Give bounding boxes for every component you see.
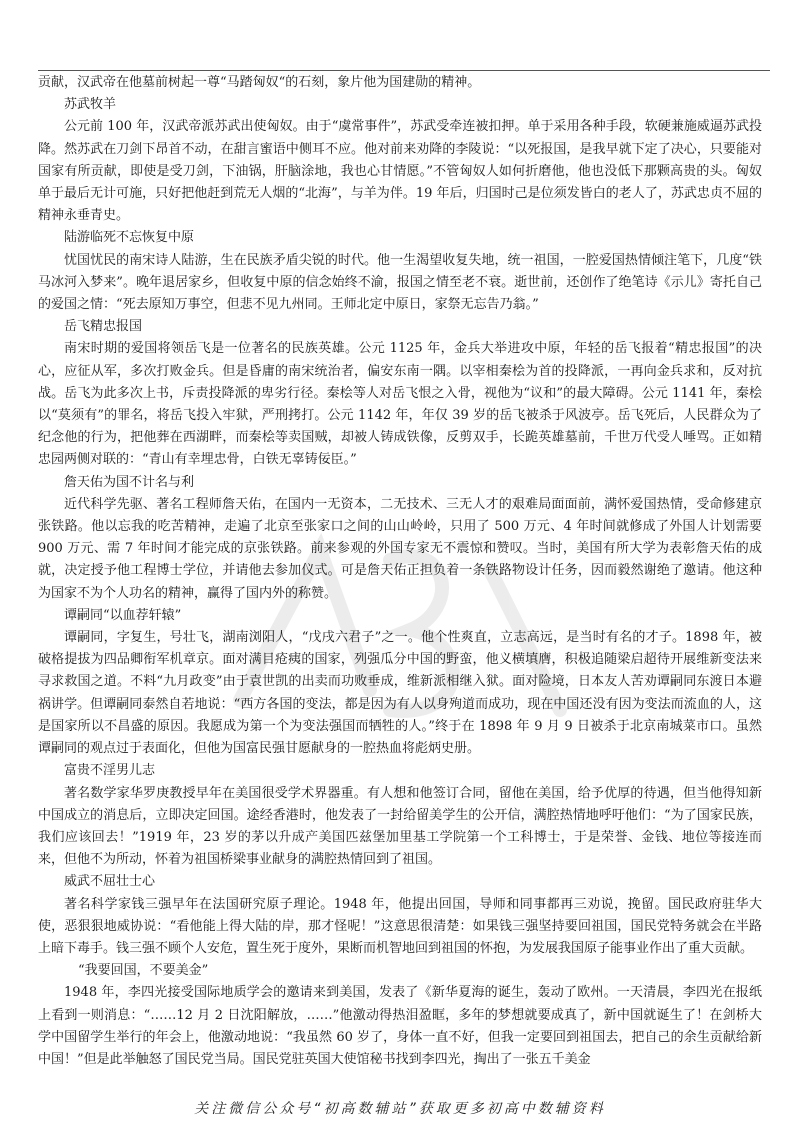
section-heading-lu-you: 陆游临死不忘恢复中原 bbox=[64, 230, 195, 246]
paragraph-yue-fei: 南宋时期的爱国将领岳飞是一位著名的民族英雄。公元 1125 年，金兵大举进攻中原，年轻的岳飞报着“精忠报国”的决心，应征从军，多次打败金兵。但是昏庸的南宋统治者，偏安东南一隅。以宰相秦桧为首的投降派，一再向金兵求和，反对抗战。岳飞为此多次上书，斥责投降派的卑劣行径。秦桧等人对岳飞恨之入骨，视他为“议和”的最大障碍。公元 1141 年，秦桧以“莫须有”的罪名，将岳飞投入牢狱，严刑拷打。公元 1142 年，年仅 39 岁的岳飞被杀于风波亭。岳飞死后，人民群众为了纪念他的行为，把他葬在西湖畔，而秦桧等卖国贼，却被人铸成铁像，反剪双手，长跪英雄墓前，千世万代受人唾骂。正如精忠园两侧对联的：“青山有幸埋忠骨，白铁无辜铸佞臣。” bbox=[38, 341, 762, 468]
section-heading-su-wu: 苏武牧羊 bbox=[64, 97, 117, 113]
section-heading-tan-sitong: 谭嗣同“以血荐轩辕” bbox=[64, 607, 182, 623]
section-heading-qian-sanqiang: 威武不屈壮士心 bbox=[64, 874, 156, 890]
section-heading-yue-fei: 岳飞精忠报国 bbox=[64, 319, 143, 335]
paragraph-lu-you: 忧国忧民的南宋诗人陆游，生在民族矛盾尖锐的时代。他一生渴望收复失地，统一祖国，一腔爱国热情倾注笔下，几度“铁马冰河入梦来”。晚年退居家乡，但收复中原的信念始终不渝，报国之情至老不衰。逝世前，还创作了绝笔诗《示儿》寄托自己的爱国之情：“死去原知万事空，但悲不见九州同。王师北定中原日，家祭无忘告乃翁。” bbox=[38, 252, 762, 313]
paragraph-li-siguang: 1948 年，李四光接受国际地质学会的邀请来到美国，发表了《新华夏海的诞生，轰动了欧州。一天清晨，李四光在报纸上看到一则消息：“……12 月 2 日沈阳解放，……”他激动得热泪盈眶，多年的梦想就要成真了，新中国就诞生了！在剑桥大学中国留学生举行的年会上，他激动地说：“我虽然 60 岁了，身体一直不好，但我一定要回到祖国去，把自己的余生贡献给新中国！”但是此举触怒了国民党当局。国民党驻英国大使馆秘书找到李四光，掏出了一张五千美金 bbox=[38, 985, 762, 1067]
paragraph-tan-sitong: 谭嗣同，字复生，号壮飞，湖南浏阳人，“戊戌六君子”之一。他个性爽直，立志高远，是当时有名的才子。1898 年，被破格提拔为四品卿衔军机章京。面对满目疮痍的国家，列强瓜分中国的野蛮，他义横填膺，积极追随梁启超待开展维新变法来寻求救国之道。不料“九月政变”由于袁世凯的出卖而功败垂成，维新派相继入狱。面对险境，日本友人苦劝谭嗣同东渡日本避祸讲学。但谭嗣同泰然自若地说：“西方各国的变法，都是因为有人以身殉道而成功，现在中国还没有因为变法而流血的人，这是国家所以不昌盛的原因。我愿成为第一个为变法强国而牺牲的人。”终于在 1898 年 9 月 9 日被杀于北京南城菜市口。虽然谭嗣同的观点过于表面化，但他为国富民强甘愿献身的一腔热血将彪炳史册。 bbox=[38, 630, 762, 757]
paragraph-hua-luogeng: 著名数学家华罗庚教授早年在美国很受学术界器重。有人想和他签订合同，留他在美国，给予优厚的待遇，但当他得知新中国成立的消息后，立即决定回国。途经香港时，他发表了一封给留美学生的公开信，满腔热情地呼吁他们：“为了国家民族，我们应该回去！”1919 年，23 岁的茅以升成产美国匹兹堡加里基工学院第一个工科博士，于是荣誉、金钱、地位等接连而来，但他不为所动，怀着为祖国桥梁事业献身的满腔热情回到了祖国。 bbox=[38, 785, 762, 868]
document-body bbox=[38, 72, 762, 1071]
paragraph-zhan-tianyou: 近代科学先驱、著名工程师詹天佑，在国内一无资本，二无技术、三无人才的艰难局面面前，满怀爱国热情，受命修建京张铁路。他以忘我的吃苦精神，走遍了北京至张家口之间的山山岭岭，只用了 500 万元、4 年时间就修成了外国人计划需要 900 万元、需 7 年时间才能完成的京张铁路。前来参观的外国专家无不震惊和赞叹。当时，美国有所大学为表彰詹天佑的成就，决定授予他工程博士学位，并请他去参加仪式。可是詹天佑正担负着一条铁路物设计任务，因而毅然谢绝了邀请。他这种为国家不为个人功名的精神，赢得了国内外的称赞。 bbox=[38, 496, 762, 601]
section-heading-zhan-tianyou: 詹天佑为国不计名与利 bbox=[64, 474, 195, 490]
section-heading-li-siguang: “我要回国，不要美金” bbox=[78, 963, 209, 979]
section-heading-hua-luogeng: 富贵不淫男儿志 bbox=[64, 763, 156, 779]
continued-paragraph: 贡献，汉武帝在他墓前树起一尊“马踏匈奴“的石刻，象片他为国建勋的精神。 bbox=[38, 75, 481, 90]
paragraph-qian-sanqiang: 著名科学家钱三强早年在法国研究原子理论。1948 年，他提出回国，导师和同事都再三劝说，挽留。国民政府驻华大使，恶狠狠地威协说：“看他能上得大陆的岸，那才怪呢！”这意思很清楚：如果钱三强坚持要回祖国，国民党特务就会在半路上暗下毒手。钱三强不顾个人安危，置生死于度外，果断而机智地回到祖国的怀抱，为发展我国原子能事业作出了重大贡献。 bbox=[38, 896, 762, 956]
footer-note: 关注微信公众号“初高数辅站”获取更多初高中数辅资料 bbox=[194, 1101, 606, 1117]
paragraph-su-wu: 公元前 100 年，汉武帝派苏武出使匈奴。由于“虞常事件”，苏武受牵连被扣押。单于采用各种手段，软硬兼施威逼苏武投降。然苏武在刀剑下昂首不动，在甜言蜜语中侧耳不应。他对前来劝降的李陵说：“以死报国，是我早就下定了决心，只要能对国家有所贡献，即使是受刀剑，下油锅，肝脑涂地，我也心甘情愿。”不管匈奴人如何折磨他，他也没低下那颗高贵的头。匈奴单于最后无计可施，只好把他赶到荒无人烟的“北海”，与羊为伴。19 年后，归国时己是位须发皆白的老人了，苏武忠贞不屈的精神永垂青史。 bbox=[38, 119, 762, 224]
header-rule bbox=[38, 70, 770, 71]
